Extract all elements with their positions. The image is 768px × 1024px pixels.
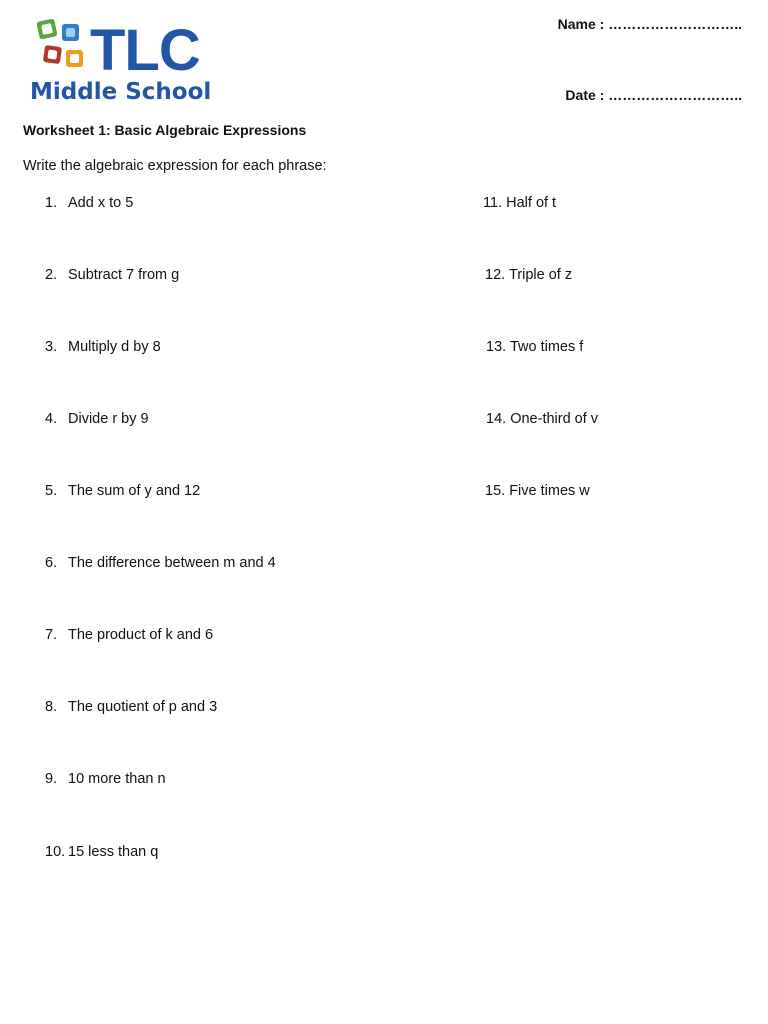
question-text: The difference between m and 4 (68, 555, 276, 571)
question-text: The sum of y and 12 (68, 483, 201, 499)
question-item (45, 482, 200, 500)
question-item (45, 410, 149, 428)
question-item (485, 482, 590, 500)
question-text: Half of t (506, 195, 557, 211)
question-text: 15 less than q (68, 844, 159, 860)
school-logo (28, 18, 228, 110)
question-item (45, 770, 166, 788)
question-number: 8. (45, 699, 58, 715)
question-number: 1. (45, 195, 58, 211)
question-item (45, 554, 276, 572)
question-item (486, 338, 583, 356)
question-item (45, 843, 158, 861)
date-field: Date : ……………………….. (565, 87, 742, 103)
question-number: 3. (45, 339, 58, 355)
question-number: 5. (45, 483, 58, 499)
question-item (45, 194, 133, 212)
question-number: 9. (45, 771, 58, 787)
question-number: 10. (45, 844, 66, 860)
question-item (45, 698, 217, 716)
question-item (486, 410, 598, 428)
name-field: Name : ……………………….. (557, 16, 742, 32)
question-text: The product of k and 6 (68, 627, 214, 643)
logo-tlc-text: TLC (90, 18, 200, 83)
question-number: 11. (483, 195, 503, 211)
question-item (45, 266, 179, 284)
question-item (485, 266, 572, 284)
worksheet-instructions: Write the algebraic expression for each phrase: (23, 158, 327, 174)
question-text: Five times w (509, 483, 590, 499)
question-text: One-third of v (510, 411, 599, 427)
question-text: Triple of z (508, 267, 573, 283)
question-number: 7. (45, 627, 58, 643)
question-text: Divide r by 9 (68, 411, 149, 427)
tlc-logo-mark-icon (36, 18, 92, 74)
question-item (45, 338, 161, 356)
question-number: 13. (486, 339, 507, 355)
question-number: 4. (45, 411, 58, 427)
question-item (483, 194, 556, 212)
question-text: Subtract 7 from g (68, 267, 180, 283)
question-number: 6. (45, 555, 58, 571)
question-number: 14. (486, 411, 507, 427)
question-item (45, 626, 213, 644)
worksheet-title: Worksheet 1: Basic Algebraic Expressions (23, 122, 307, 138)
question-text: 10 more than n (68, 771, 166, 787)
question-text: Add x to 5 (68, 195, 134, 211)
logo-school-name: Middle School (30, 79, 212, 105)
question-text: The quotient of p and 3 (68, 699, 218, 715)
question-text: Multiply d by 8 (68, 339, 161, 355)
question-number: 2. (45, 267, 58, 283)
question-number: 15. (485, 483, 506, 499)
question-number: 12. (485, 267, 506, 283)
question-text: Two times f (509, 339, 584, 355)
